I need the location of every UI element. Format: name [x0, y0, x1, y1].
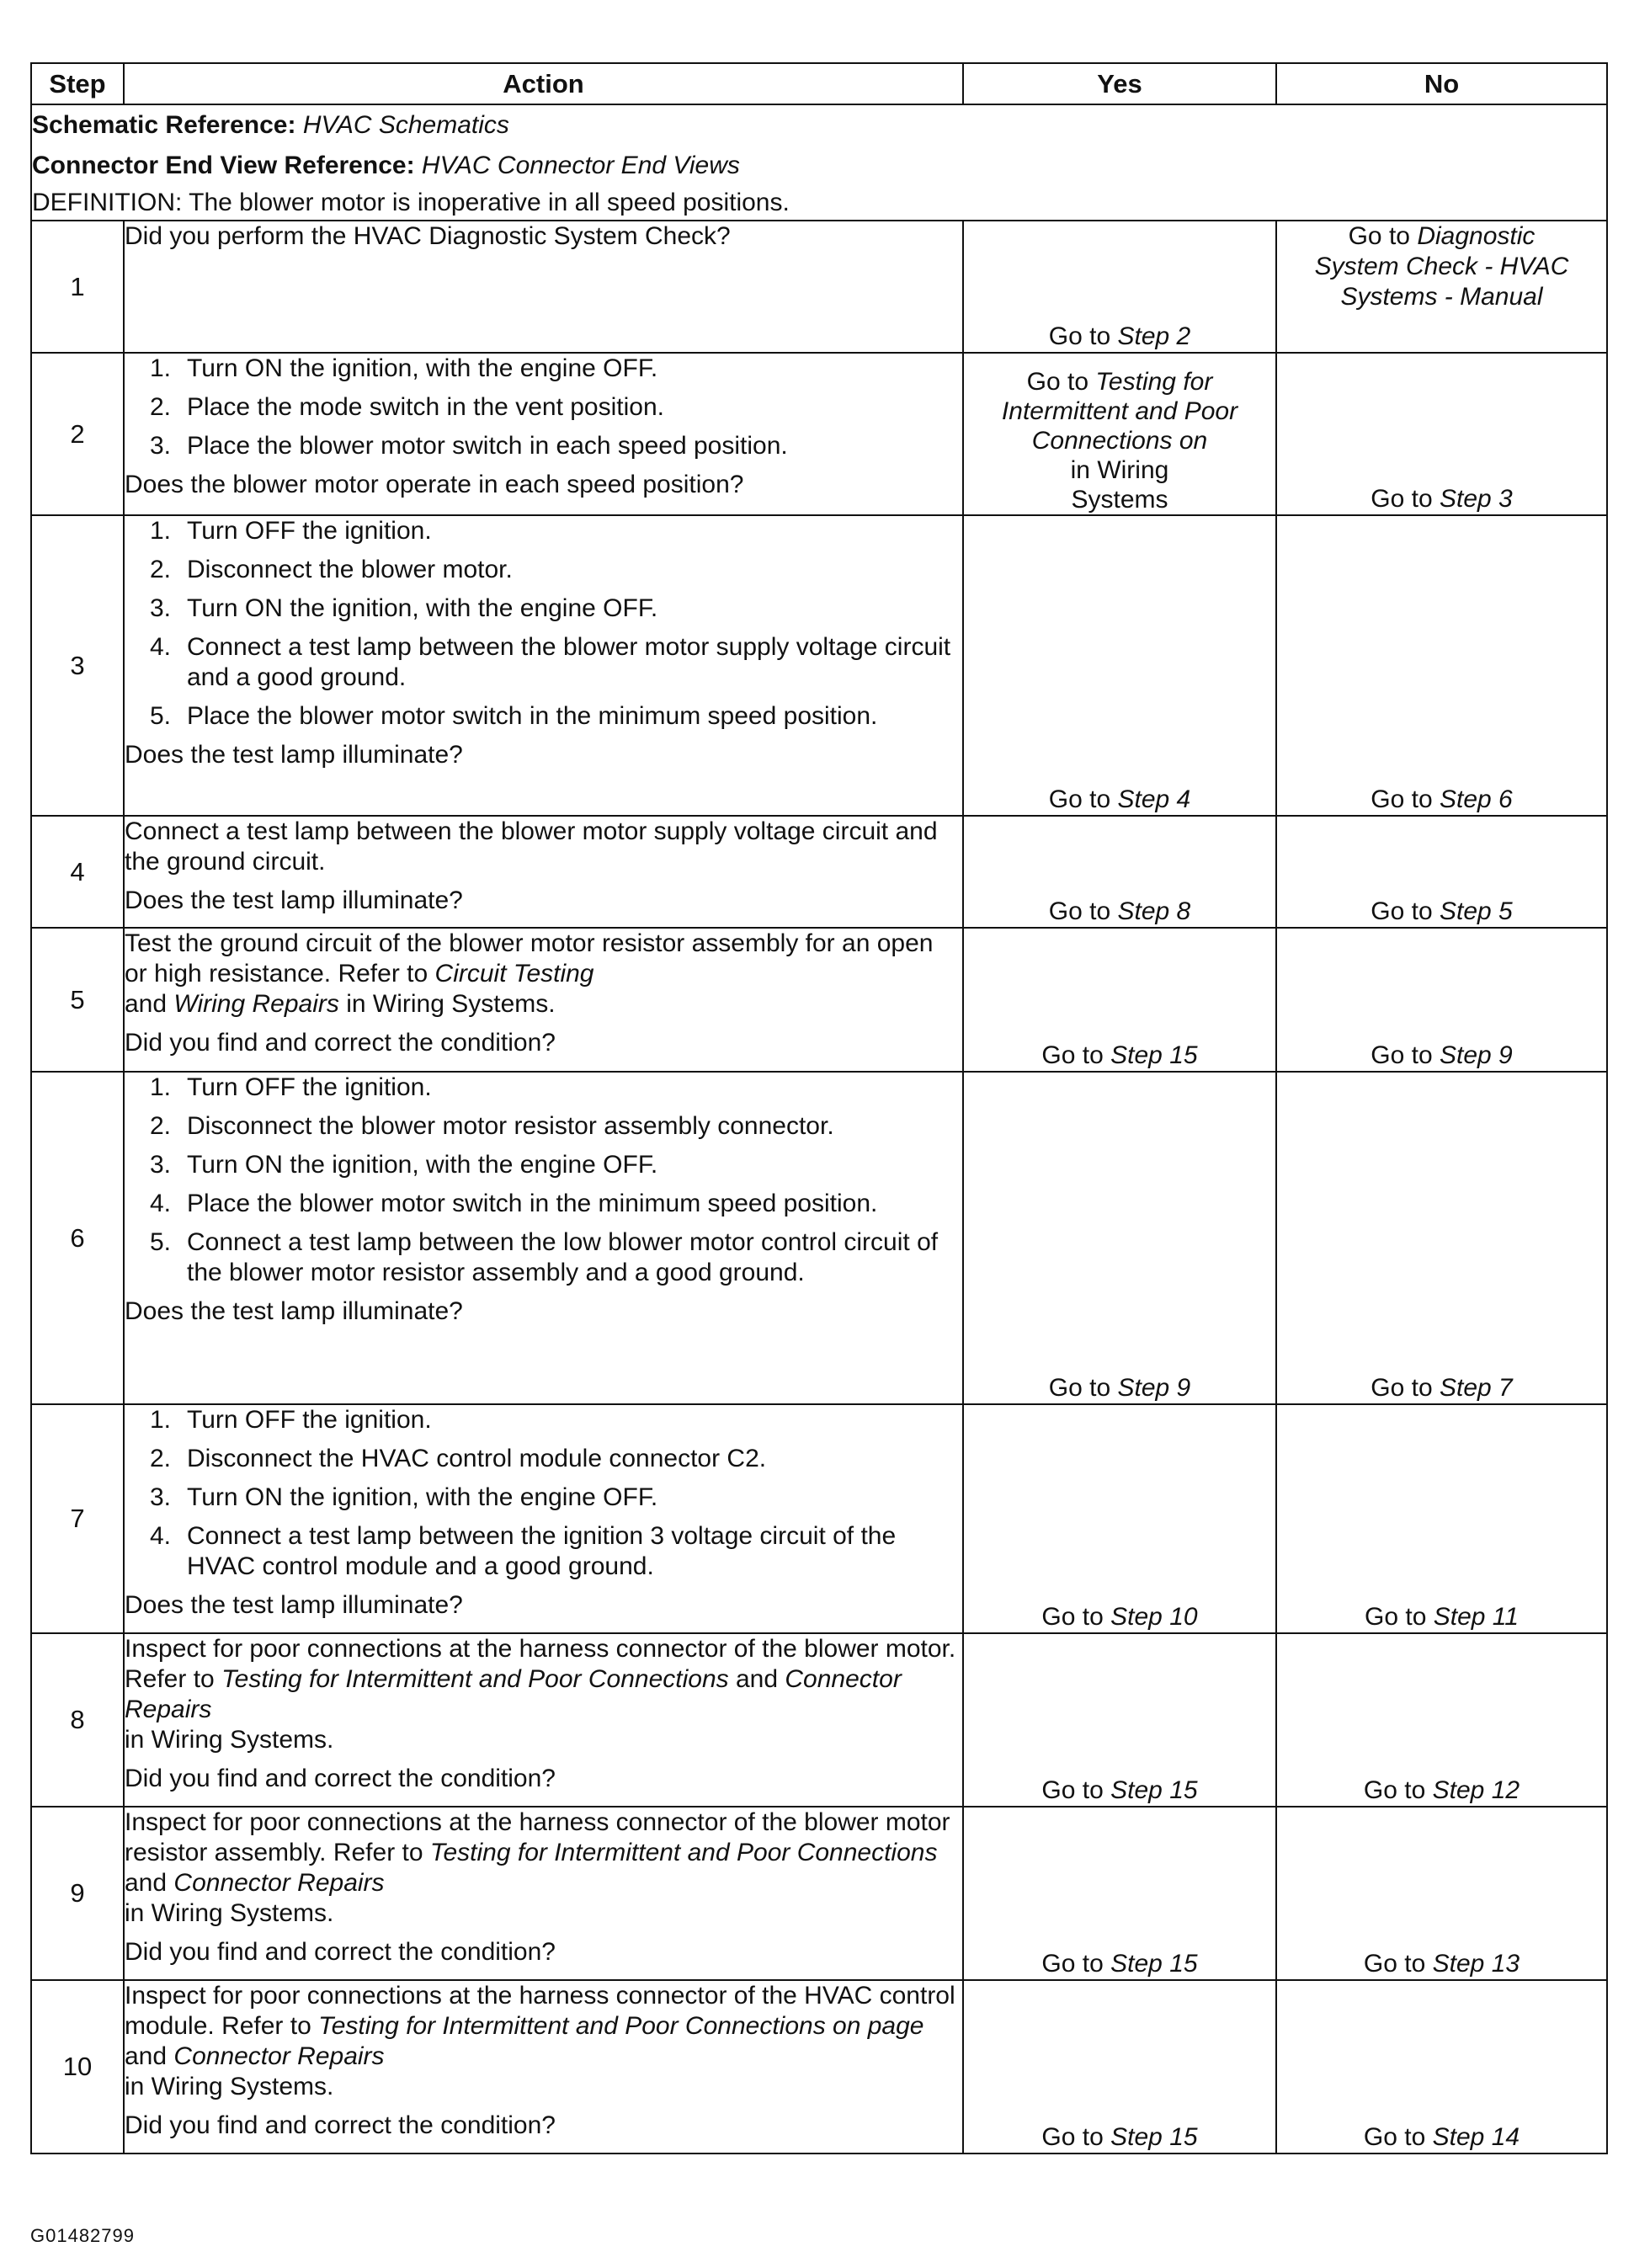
table-row	[31, 515, 1607, 816]
no-link[interactable]: Step 3	[1439, 485, 1513, 513]
action-text: Inspect for poor connections at the harness connector of the HVAC control module. Refer to Testing for Intermittent and Poor Connections on page and Connector Repairs in Wiring Systems.	[125, 1982, 955, 2100]
action-cell	[124, 1072, 963, 1404]
header-step: Step	[31, 63, 124, 104]
no-link[interactable]: Step 13	[1432, 1950, 1520, 1978]
action-question: Does the blower motor operate in each speed position?	[125, 471, 744, 498]
yes-cell: Go to Step 15	[963, 1633, 1276, 1807]
step-number: 8	[31, 1633, 124, 1807]
yes-link[interactable]: Step 2	[1117, 322, 1191, 350]
list-item: 3. Turn ON the ignition, with the engine OFF.	[150, 1483, 658, 1511]
reference-link[interactable]: Testing for Intermittent and Poor Connections on page	[318, 2012, 924, 2040]
yes-link[interactable]: Testing for	[1095, 368, 1213, 396]
list-item: 5. Place the blower motor switch in the minimum speed position.	[150, 702, 878, 730]
action-question: Does the test lamp illuminate?	[125, 1297, 463, 1325]
yes-link[interactable]: Step 15	[1110, 1776, 1198, 1804]
no-link[interactable]: Diagnostic	[1417, 222, 1536, 250]
reference-link[interactable]: Connector Repairs	[173, 1869, 385, 1897]
step-number: 2	[31, 353, 124, 515]
list-item: 4. Place the blower motor switch in the minimum speed position.	[150, 1190, 878, 1217]
schematic-reference-link[interactable]: HVAC Schematics	[302, 111, 509, 139]
action-question: Did you find and correct the condition?	[125, 1029, 556, 1057]
list-item: 2. Disconnect the blower motor resistor assembly connector.	[150, 1112, 834, 1140]
no-cell: Go to Step 5	[1276, 816, 1607, 928]
table-header-row	[31, 63, 1607, 104]
action-cell	[124, 221, 963, 353]
step-number: 3	[31, 515, 124, 816]
yes-link[interactable]: Step 15	[1110, 1950, 1198, 1978]
no-link[interactable]: Step 11	[1433, 1603, 1519, 1631]
action-question: Did you find and correct the condition?	[125, 1765, 556, 1792]
action-cell	[124, 816, 963, 928]
list-item: 2. Place the mode switch in the vent position.	[150, 393, 664, 421]
yes-link[interactable]: Step 15	[1110, 1041, 1198, 1069]
no-cell: Go to Step 11	[1276, 1404, 1607, 1633]
list-item: 1. Turn ON the ignition, with the engine OFF.	[150, 354, 658, 382]
yes-link[interactable]: Connections on	[1031, 427, 1208, 455]
no-cell: Go to Diagnostic System Check - HVAC Systems - Manual	[1276, 221, 1607, 353]
list-item: 5. Connect a test lamp between the low blower motor control circuit of the blower motor resistor assembly and a good ground.	[150, 1228, 939, 1286]
yes-cell: Go to Testing for Intermittent and Poor Connections on in Wiring Systems	[963, 353, 1276, 515]
no-link[interactable]: Step 7	[1439, 1374, 1513, 1402]
yes-cell: Go to Step 15	[963, 1807, 1276, 1980]
yes-cell: Go to Step 8	[963, 816, 1276, 928]
table-row	[31, 1807, 1607, 1980]
table-row	[31, 816, 1607, 928]
action-cell	[124, 1633, 963, 1807]
action-cell	[124, 353, 963, 515]
action-question: Does the test lamp illuminate?	[125, 741, 463, 769]
action-cell	[124, 1807, 963, 1980]
list-item: 4. Connect a test lamp between the blower motor supply voltage circuit and a good ground.	[150, 633, 951, 691]
no-link[interactable]: Step 9	[1439, 1041, 1513, 1069]
reference-link[interactable]: Testing for Intermittent and Poor Connections	[221, 1665, 729, 1693]
reference-row	[31, 104, 1607, 221]
action-list	[125, 354, 962, 461]
diagnostic-table	[30, 62, 1608, 2154]
no-link[interactable]: System Check - HVAC	[1314, 253, 1569, 280]
table-row	[31, 221, 1607, 353]
list-item: 1. Turn OFF the ignition.	[150, 517, 432, 545]
step-number: 10	[31, 1980, 124, 2154]
yes-cell: Go to Step 15	[963, 928, 1276, 1072]
figure-id: G01482799	[30, 2225, 135, 2246]
table-row	[31, 1404, 1607, 1633]
action-list	[125, 516, 962, 732]
list-item: 3. Place the blower motor switch in each speed position.	[150, 432, 788, 460]
action-list	[125, 1073, 962, 1288]
table-row	[31, 1980, 1607, 2154]
schematic-reference: Schematic Reference: HVAC Schematics	[32, 111, 509, 139]
list-item: 3. Turn ON the ignition, with the engine OFF.	[150, 594, 658, 622]
action-cell	[124, 928, 963, 1072]
reference-link[interactable]: Wiring Repairs	[173, 990, 339, 1018]
header-no: No	[1276, 63, 1607, 104]
action-question: Did you perform the HVAC Diagnostic System Check?	[125, 222, 731, 250]
no-cell: Go to Step 14	[1276, 1980, 1607, 2154]
action-question: Did you find and correct the condition?	[125, 2111, 556, 2139]
no-link[interactable]: Step 14	[1432, 2123, 1520, 2151]
action-text: Inspect for poor connections at the harness connector of the blower motor. Refer to Testing for Intermittent and Poor Connections and Connector Repairs in Wiring Systems.	[125, 1635, 956, 1754]
reference-link[interactable]: Connector Repairs	[173, 2042, 385, 2070]
step-number: 1	[31, 221, 124, 353]
yes-link[interactable]: Intermittent and Poor	[1001, 397, 1238, 425]
no-cell: Go to Step 6	[1276, 515, 1607, 816]
header-action: Action	[124, 63, 963, 104]
connector-reference-link[interactable]: HVAC Connector End Views	[421, 152, 740, 179]
action-question: Does the test lamp illuminate?	[125, 886, 463, 914]
step-number: 7	[31, 1404, 124, 1633]
list-item: 1. Turn OFF the ignition.	[150, 1406, 432, 1434]
action-text: Connect a test lamp between the blower motor supply voltage circuit and the ground circuit.	[125, 817, 938, 876]
yes-cell: Go to Step 10	[963, 1404, 1276, 1633]
yes-cell: Go to Step 9	[963, 1072, 1276, 1404]
reference-link[interactable]: Testing for Intermittent and Poor Connections	[429, 1839, 938, 1866]
action-text: Inspect for poor connections at the harness connector of the blower motor resistor assembly. Refer to Testing for Intermittent and Poor Connections and Connector Repairs in Wiring Systems.	[125, 1808, 950, 1927]
reference-link[interactable]: Circuit Testing	[434, 960, 594, 988]
list-item: 2. Disconnect the blower motor.	[150, 556, 513, 583]
table-row	[31, 1633, 1607, 1807]
yes-cell: Go to Step 4	[963, 515, 1276, 816]
no-cell: Go to Step 12	[1276, 1633, 1607, 1807]
action-cell	[124, 1404, 963, 1633]
step-number: 4	[31, 816, 124, 928]
yes-cell: Go to Step 15	[963, 1980, 1276, 2154]
no-cell: Go to Step 13	[1276, 1807, 1607, 1980]
header-yes: Yes	[963, 63, 1276, 104]
step-number: 5	[31, 928, 124, 1072]
no-link[interactable]: Systems - Manual	[1340, 283, 1543, 311]
action-list	[125, 1405, 962, 1582]
list-item: 1. Turn OFF the ignition.	[150, 1073, 432, 1101]
no-link[interactable]: Step 12	[1432, 1776, 1520, 1804]
list-item: 3. Turn ON the ignition, with the engine OFF.	[150, 1151, 658, 1179]
yes-link[interactable]: Step 8	[1117, 897, 1191, 925]
list-item: 4. Connect a test lamp between the ignition 3 voltage circuit of the HVAC control module and a good ground.	[150, 1522, 897, 1580]
no-cell: Go to Step 9	[1276, 928, 1607, 1072]
reference-cell	[31, 104, 1607, 221]
no-cell: Go to Step 7	[1276, 1072, 1607, 1404]
table-row	[31, 928, 1607, 1072]
yes-link[interactable]: Step 9	[1117, 1374, 1191, 1402]
step-number: 6	[31, 1072, 124, 1404]
definition-text: DEFINITION: The blower motor is inoperative in all speed positions.	[32, 189, 790, 216]
table-row	[31, 353, 1607, 515]
reference-link[interactable]: Connector Repairs	[125, 1665, 902, 1723]
connector-reference: Connector End View Reference: HVAC Connector End Views	[32, 152, 740, 179]
yes-link[interactable]: Step 10	[1110, 1603, 1198, 1631]
no-link[interactable]: Step 5	[1439, 897, 1513, 925]
action-cell	[124, 515, 963, 816]
action-question: Does the test lamp illuminate?	[125, 1591, 463, 1619]
action-text: Test the ground circuit of the blower motor resistor assembly for an open or high resistance. Refer to Circuit Testing and Wiring Repairs in Wiring Systems.	[125, 929, 934, 1018]
table-row	[31, 1072, 1607, 1404]
action-question: Did you find and correct the condition?	[125, 1938, 556, 1966]
yes-link[interactable]: Step 4	[1117, 785, 1191, 813]
step-number: 9	[31, 1807, 124, 1980]
no-cell: Go to Step 3	[1276, 353, 1607, 515]
yes-link[interactable]: Step 15	[1110, 2123, 1198, 2151]
list-item: 2. Disconnect the HVAC control module connector C2.	[150, 1445, 767, 1472]
action-cell	[124, 1980, 963, 2154]
no-link[interactable]: Step 6	[1439, 785, 1513, 813]
yes-cell: Go to Step 2	[963, 221, 1276, 353]
